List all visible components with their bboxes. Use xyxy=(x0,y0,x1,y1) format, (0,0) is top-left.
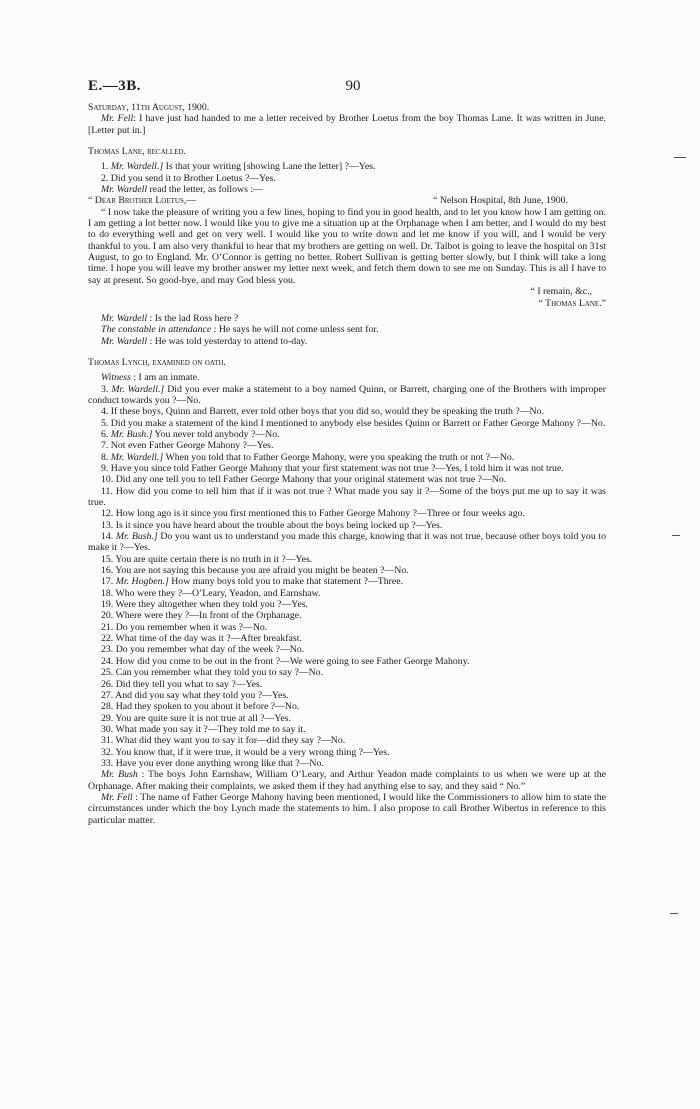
qa-item xyxy=(88,633,606,644)
qa-item xyxy=(88,429,606,440)
qa-item xyxy=(88,463,606,474)
qa-text: How did you come to tell him that if it was not true ? What made you say it ?—Some of the boys put me up to say it was true. xyxy=(88,485,606,508)
qa-item xyxy=(88,747,606,758)
margin-mark xyxy=(674,157,686,158)
question-number: 23. xyxy=(101,644,114,656)
qa-text: Do you remember what day of the week ?—No. xyxy=(113,644,305,656)
qa-text: Were they altogether when they told you ?—Yes. xyxy=(113,599,308,611)
question-number: 18. xyxy=(101,587,114,599)
speaker: Mr. Bush.] xyxy=(115,531,158,543)
qa-item xyxy=(88,474,606,485)
qa-text: Where were they ?—In front of the Orphanage. xyxy=(113,610,302,622)
question-number: 26. xyxy=(101,678,114,690)
speaker: Mr. Wardell.] xyxy=(110,161,164,173)
question-number: 8. xyxy=(101,451,109,463)
qa-item xyxy=(88,452,606,463)
letter-salutation: “ Dear Brother Loetus,— xyxy=(88,195,197,207)
question-number: 30. xyxy=(101,723,114,735)
qa-text: You know that, if it were true, it would be a very wrong thing ?—Yes. xyxy=(113,746,390,758)
speaker: The constable in attendance xyxy=(101,324,212,336)
question-number: 9. xyxy=(101,462,109,474)
qa-text: How many boys told you to make that statement ?—Three. xyxy=(168,576,404,588)
remark-text: : The name of Father George Mahony having been mentioned, I would like the Commissioners to allow him to state the circumstances under which the boy Lynch made the statements to him. I also propose to call Brother Wibertus in reference to this particular matter. xyxy=(88,791,606,826)
remark xyxy=(88,324,606,335)
question-number: 5. xyxy=(101,417,109,429)
margin-mark xyxy=(672,535,680,536)
qa-text: Who were they ?—O’Leary, Yeadon, and Earnshaw. xyxy=(113,587,321,599)
qa-text: You are not saying this because you are afraid you might be beaten ?—No. xyxy=(113,565,409,577)
question-number: 29. xyxy=(101,712,114,724)
question-number: 16. xyxy=(101,565,114,577)
question-number: 20. xyxy=(101,610,114,622)
lynch-heading: Thomas Lynch, examined on oath. xyxy=(88,356,226,368)
qa-item xyxy=(88,724,606,735)
qa-text: Have you since told Father George Mahony that your first statement was not true ?—Yes, I told him it was not true. xyxy=(108,462,564,474)
qa-text: And did you say what they told you ?—Yes. xyxy=(113,689,289,701)
qa-item xyxy=(88,679,606,690)
question-number: 3. xyxy=(101,383,109,395)
question-number: 33. xyxy=(101,757,114,769)
question-number: 25. xyxy=(101,667,114,679)
qa-text: You never told anybody ?—No. xyxy=(152,428,280,440)
speaker: Mr. Hogben.] xyxy=(115,576,169,588)
qa-text: You are quite sure it is not true at all ?—Yes. xyxy=(113,712,292,724)
qa-item xyxy=(88,554,606,565)
qa-text: Did you ever make a statement to a boy named Quinn, or Barrett, charging one of the Brothers with improper conduct towards you ?—No. xyxy=(88,383,606,406)
letter-signature: “ Thomas Lane.” xyxy=(538,297,606,309)
letter-heading xyxy=(88,195,606,206)
page-number: 90 xyxy=(345,78,361,94)
speaker: Mr. Wardell.] xyxy=(110,451,164,463)
date-heading: Saturday, 11th August, 1900. xyxy=(88,102,210,113)
qa-item xyxy=(88,690,606,701)
question-number: 7. xyxy=(101,440,109,452)
qa-item xyxy=(88,656,606,667)
qa-item xyxy=(88,610,606,621)
qa-text: Do you remember when it was ?—No. xyxy=(113,621,268,633)
qa-item xyxy=(88,622,606,633)
qa-text: Did you make a statement of the kind I mentioned to anybody else besides Quinn or Barrett or Father George Mahony ?—No. xyxy=(108,417,606,429)
qa-item xyxy=(88,713,606,724)
question-number: 22. xyxy=(101,633,114,645)
qa-item xyxy=(88,565,606,576)
question-number: 4. xyxy=(101,406,109,418)
speaker: Mr. Wardell xyxy=(101,184,148,196)
opening-statement xyxy=(88,113,606,136)
letter-address: “ Nelson Hospital, 8th June, 1900. xyxy=(433,195,568,207)
speaker: Mr. Bush xyxy=(101,769,138,781)
qa-item xyxy=(88,440,606,451)
question-number: 14. xyxy=(101,531,114,543)
question-number: 2. xyxy=(101,172,109,184)
read-note xyxy=(88,184,606,195)
remark-text: : Is the lad Ross here ? xyxy=(147,312,239,324)
question-number: 21. xyxy=(101,621,114,633)
qa-item xyxy=(88,576,606,587)
qa-text: Have you ever done anything wrong like that ?—No. xyxy=(113,757,324,769)
speaker: Mr. Fell xyxy=(101,113,134,125)
witness-text: : I am an inmate. xyxy=(130,372,200,384)
qa-text: How did you come to be out in the front ?—We were going to see Father George Mahony. xyxy=(113,655,470,667)
qa-item xyxy=(88,667,606,678)
qa-item xyxy=(88,486,606,509)
question-number: 17. xyxy=(101,576,114,588)
remark xyxy=(88,313,606,324)
qa-text: Had they spoken to you about it before ?—No. xyxy=(113,701,300,713)
qa-text: What made you say it ?—They told me to say it. xyxy=(113,723,306,735)
remark xyxy=(88,792,606,826)
qa-text: Can you remember what they told you to say ?—No. xyxy=(113,667,324,679)
qa-item xyxy=(88,520,606,531)
qa-item xyxy=(88,599,606,610)
qa-item xyxy=(88,735,606,746)
closing-remarks xyxy=(88,769,606,826)
qa-item xyxy=(88,644,606,655)
qa-text: Did you send it to Brother Loetus ?—Yes. xyxy=(108,172,276,184)
after-letter-remarks xyxy=(88,313,606,347)
qa-text: Do you want us to understand you made this charge, knowing that it was not true, because other boys told you to make it ?—Yes. xyxy=(88,531,606,554)
qa-item xyxy=(88,758,606,769)
speaker: Mr. Wardell xyxy=(101,312,148,324)
qa-item xyxy=(88,508,606,519)
remark-text: : He was told yesterday to attend to-day. xyxy=(147,335,308,347)
letter-body: “ I now take the pleasure of writing you a few lines, hoping to find you in good health, and to let you know how I am getting on. I am getting a lot better now. I would like you to give me a situation up at the Orphanage when I am better, and I would do my best to do everything well and get on very well. I would like you to write down and let me know if you will, and I would be very thankful to you. I am also very thankful to hear that my brothers are getting on well. Dr. Talbot is going to leave the hospital on 31st August, to go to England. Mr. O’Connor is getting no better. Robert Sullivan is getting better slowly, but I think will take a long time. I hope you will leave my brother answer my letter next week, and fetch them down to see me on Sunday. This is all I have to say at present. So good-bye, and may God bless you. xyxy=(88,206,606,286)
lynch-qa-list xyxy=(88,384,606,770)
letter-closing: “ I remain, &c., xyxy=(530,286,592,298)
qa-item xyxy=(88,173,606,184)
question-number: 27. xyxy=(101,689,114,701)
qa-item xyxy=(88,701,606,712)
question-number: 15. xyxy=(101,553,114,565)
speaker: Mr. Bush.] xyxy=(110,428,153,440)
speaker: Mr. Fell xyxy=(101,791,133,803)
question-number: 13. xyxy=(101,519,114,531)
question-number: 24. xyxy=(101,655,114,667)
question-number: 19. xyxy=(101,599,114,611)
qa-text: Did any one tell you to tell Father George Mahony that your original statement was not true ?—No. xyxy=(113,474,507,486)
question-number: 28. xyxy=(101,701,114,713)
qa-text: Is that your writing [showing Lane the letter] ?—Yes. xyxy=(163,161,376,173)
speaker: Mr. Wardell xyxy=(101,335,148,347)
remark xyxy=(88,769,606,792)
qa-text: You are quite certain there is no truth in it ?—Yes. xyxy=(113,553,313,565)
question-number: 12. xyxy=(101,508,114,520)
question-number: 11. xyxy=(101,485,113,497)
remark-text: : He says he will not come unless sent for. xyxy=(211,324,379,336)
witness-line xyxy=(88,372,606,383)
question-number: 6. xyxy=(101,428,109,440)
question-number: 31. xyxy=(101,735,114,747)
lane-qa-list xyxy=(88,161,606,184)
qa-item xyxy=(88,161,606,172)
document-reference: E.—3B. xyxy=(88,78,142,94)
qa-item xyxy=(88,418,606,429)
speaker: Witness xyxy=(101,372,131,384)
qa-text: Did they tell you what to say ?—Yes. xyxy=(113,678,263,690)
qa-text: If these boys, Quinn and Barrett, ever told other boys that you did so, would they be speaking the truth ?—No. xyxy=(108,406,544,418)
remark xyxy=(88,336,606,347)
qa-text: Is it since you have heard about the trouble about the boys being locked up ?—Yes. xyxy=(113,519,443,531)
qa-item xyxy=(88,384,606,407)
qa-item xyxy=(88,531,606,554)
note-text: read the letter, as follows :— xyxy=(147,184,263,196)
page-content xyxy=(88,102,606,826)
margin-mark xyxy=(670,913,678,914)
qa-text: Not even Father George Mahony ?—Yes. xyxy=(108,440,274,452)
lane-heading: Thomas Lane, recalled. xyxy=(88,146,186,158)
question-number: 10. xyxy=(101,474,114,486)
qa-text: What did they want you to say it for—did they say ?—No. xyxy=(113,735,346,747)
running-header xyxy=(88,78,618,98)
qa-text: When you told that to Father George Mahony, were you speaking the truth or not ?—No. xyxy=(163,451,515,463)
qa-text: What time of the day was it ?—After breakfast. xyxy=(113,633,302,645)
speaker: Mr. Wardell.] xyxy=(111,383,165,395)
statement-text: : I have just had handed to me a letter received by Brother Loetus from the boy Thomas Lane. It was written in June. [Letter put in.] xyxy=(88,113,606,136)
question-number: 32. xyxy=(101,746,114,758)
qa-text: How long ago is it since you first mentioned this to Father George Mahony ?—Three or four weeks ago. xyxy=(113,508,525,520)
remark-text: : The boys John Earnshaw, William O’Leary, and Arthur Yeadon made complaints to us when we were up at the Orphanage. After making their complaints, we asked them if they had anything else to say, and they said “ No.” xyxy=(88,769,606,792)
qa-item xyxy=(88,588,606,599)
question-number: 1. xyxy=(101,161,109,173)
qa-item xyxy=(88,406,606,417)
